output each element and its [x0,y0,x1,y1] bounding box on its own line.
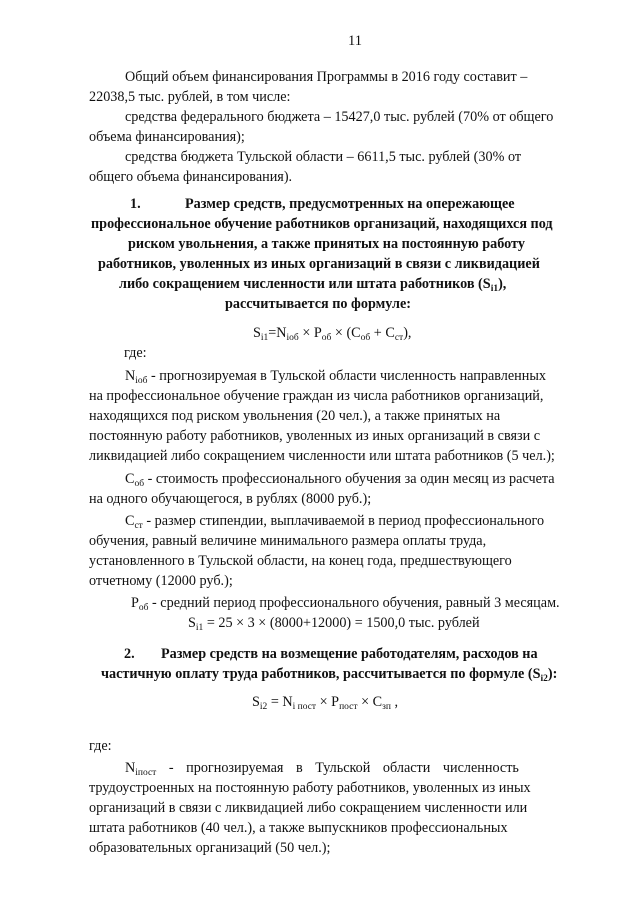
intro-line-3: средства федерального бюджета – 15427,0 тыс. рублей (70% от общего [125,109,554,125]
section1-def-n-line-2: на профессиональное обучение граждан из числа работников организаций, [89,388,544,404]
section1-heading-2: профессиональное обучение работников организаций, находящихся под [91,216,553,232]
section1-def-n-line-5: ликвидацией либо сокращением численности или штата работников (5 чел.); [89,448,555,464]
section1-heading-1: Размер средств, предусмотренных на опережающее [185,196,515,212]
intro-line-6: общего объема финансирования). [89,169,293,185]
page-number: 11 [348,33,362,49]
section1-heading-5: либо сокращением численности или штата работников $(S_{i1})$, [119,276,507,294]
section1-def-cst-line-1: $C_{ст}$ - размер стипендии, выплачиваемой в период профессионального [125,513,545,531]
section1-calculation: $S_{i1} = 25 \times 3 \times (8000+12000) = 1500,0$ тыс. рублей [188,615,480,633]
section1-def-cst-line-3: установленного в Тульской области, на конец года, предшествующего [89,553,512,569]
section2-formula: $S_{i2} = N_{i пост} \times P_{пост} \times C_{зп}$ , [252,694,399,712]
section2-def-n-line-2: трудоустроенных на постоянную работу работников, уволенных из иных [89,780,531,796]
intro-line-1: Общий объем финансирования Программы в 2016 году составит – [125,69,528,85]
section2-heading-1: Размер средств на возмещение работодателям, расходов на [161,646,538,662]
section1-def-p: $P_{об}$ - средний период профессионального обучения, равный 3 месяцам. [131,595,560,613]
section1-def-n-line-1: $N_{iоб}$ - прогнозируемая в Тульской области численность направленных [125,368,546,386]
section2-def-n-line-4: штата работников (40 чел.), а также выпускников профессиональных [89,820,508,836]
section2-heading-2: частичную оплату труда работников, рассчитывается по формуле $(S_{i2})$: [101,666,558,684]
section1-where-label: где: [124,345,147,361]
section1-formula: $S_{i1}=N_{iоб} \times P_{об} \times (C_{об} + C_{ст})$, [253,325,412,343]
section1-def-cst-line-4: отчетному (12000 руб.); [89,573,233,589]
section1-def-c-line-1: $C_{об}$ - стоимость профессионального обучения за один месяц из расчета [125,471,555,489]
section1-def-n-line-3: находящихся под риском увольнения (20 чел.), а также принятых на [89,408,501,424]
intro-line-5: средства бюджета Тульской области – 6611,5 тыс. рублей (30% от [125,149,522,165]
section1-def-cst-line-2: обучения, равный величине минимального размера оплаты труда, [89,533,487,549]
section1-heading-6: рассчитывается по формуле: [225,296,412,312]
section1-heading-4: работников, уволенных из иных организаций в связи с ликвидацией [98,256,540,272]
section2-number: 2. [124,646,135,662]
section1-heading-3: риском увольнения, а также принятых на постоянную работу [128,236,525,252]
section2-def-n-line-5: образовательных организаций (50 чел.); [89,840,331,856]
section1-def-c-line-2: на одного обучающегося, в рублях (8000 руб.); [89,491,372,507]
section1-def-n-line-4: постоянную работу работников, уволенных из иных организаций в связи с [89,428,541,444]
intro-line-4: объема финансирования); [89,129,245,145]
section2-def-n-line-3: организаций в связи с ликвидацией либо сокращением численности или [89,800,528,816]
section2-where-label: где: [89,738,112,754]
intro-line-2: 22038,5 тыс. рублей, в том числе: [89,89,291,105]
section2-def-n-line-1: $N_{iпост}$ - прогнозируемая в Тульской области численность [125,760,519,778]
section1-number: 1. [130,196,141,212]
